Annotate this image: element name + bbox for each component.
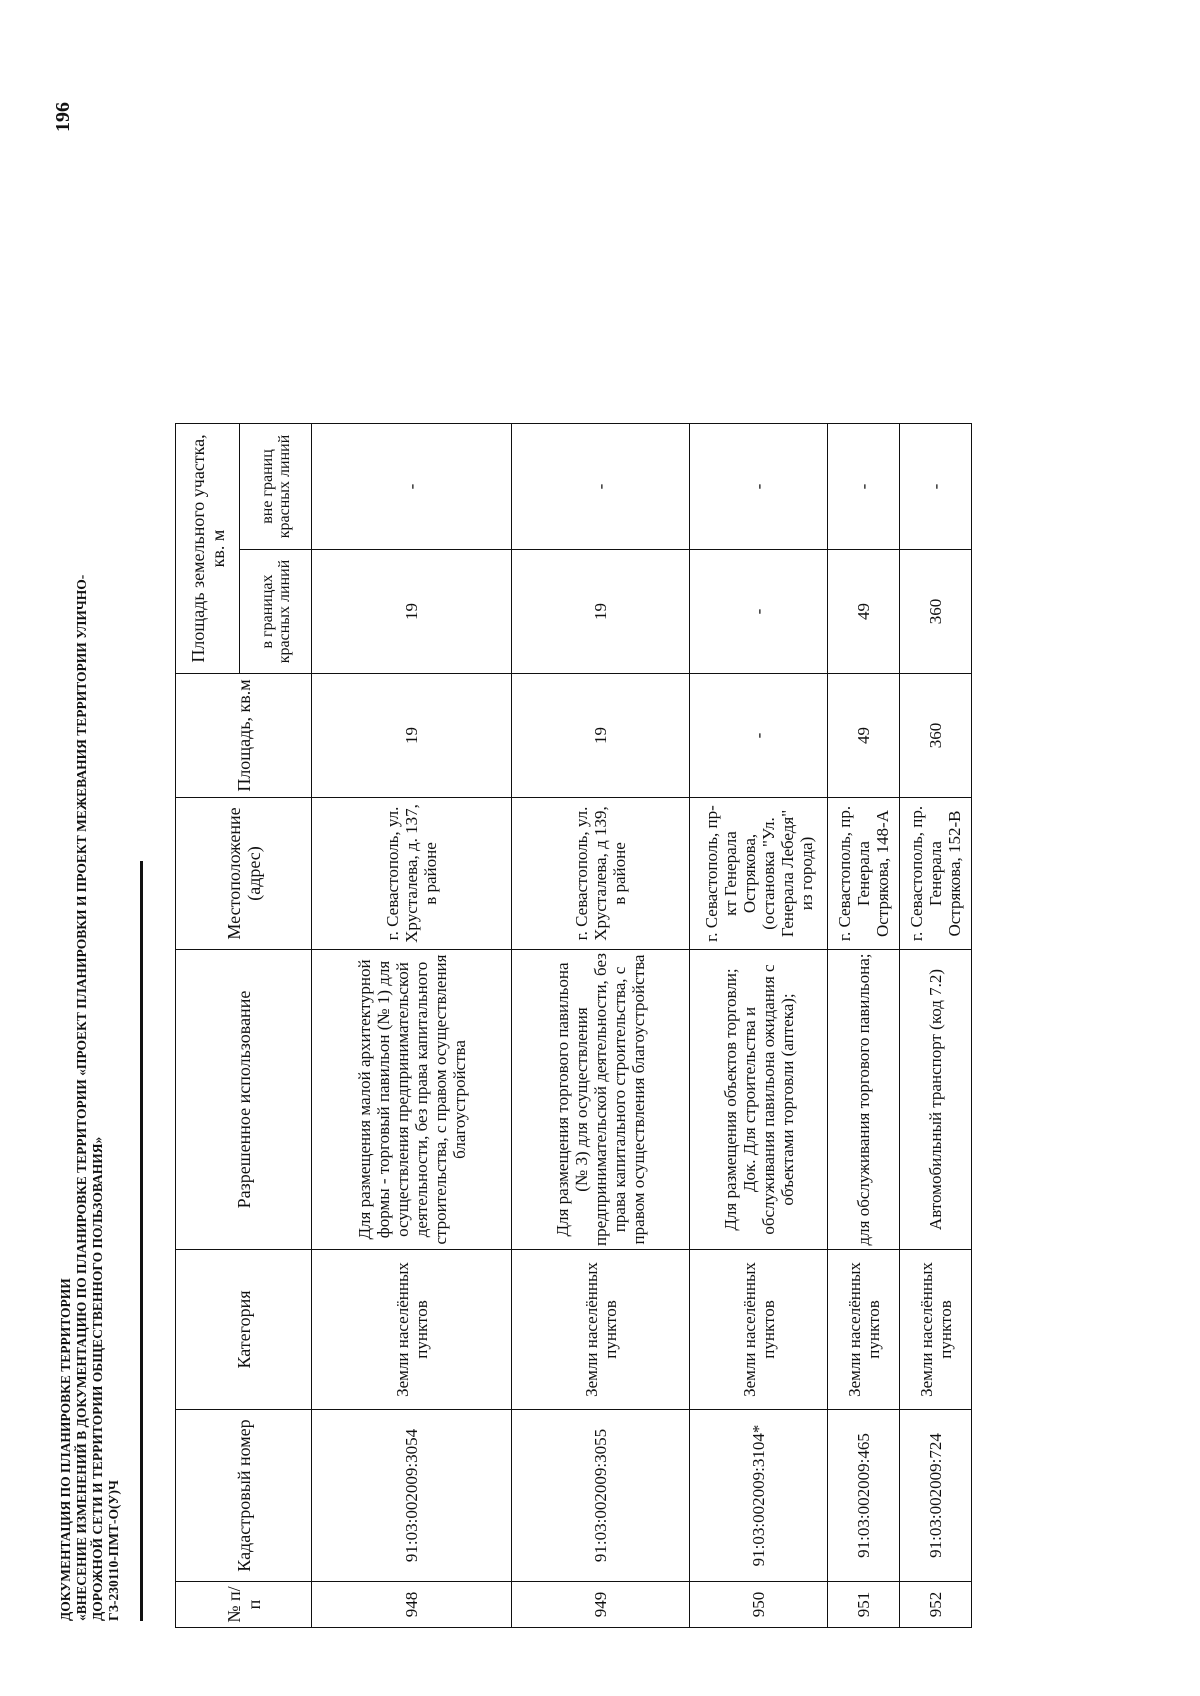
header-area: Площадь, кв.м [176,674,312,798]
table-row [690,424,828,1628]
table-row [512,424,690,1628]
cell-area: 49 [828,674,900,798]
page-number: 196 [52,102,74,132]
cell-num: 952 [900,1582,972,1628]
header-num: № п/п [176,1582,312,1628]
cell-location: г. Севастополь, ул. Хрусталева, д. 137, в районе [312,798,512,950]
table-row [312,424,512,1628]
cell-category: Земли населённых пунктов [828,1250,900,1410]
cell-cadastral: 91:03:002009:3055 [512,1410,690,1582]
cell-category: Земли населённых пунктов [900,1250,972,1410]
land-plots-table-wrapper [175,423,972,1628]
cell-usage: для обслуживания торгового павильона; [828,950,900,1250]
cell-num: 949 [512,1582,690,1628]
cell-within: 49 [828,550,900,674]
cell-area: 19 [312,674,512,798]
header-usage: Разрешенное использование [176,950,312,1250]
header-line-3: ДОРОЖНОЙ СЕТИ И ТЕРРИТОРИИ ОБЩЕСТВЕННОГО ПОЛЬЗОВАНИЯ» [90,1136,105,1621]
cell-num: 950 [690,1582,828,1628]
cell-outside: - [312,424,512,550]
cell-area: 19 [512,674,690,798]
table-row [828,424,900,1628]
cell-cadastral: 91:03:002009:724 [900,1410,972,1582]
cell-area: - [690,674,828,798]
cell-location: г. Севастополь, пр. Генерала Острякова, 148-А [828,798,900,950]
cell-outside: - [512,424,690,550]
cell-cadastral: 91:03:002009:3104* [690,1410,828,1582]
cell-within: 360 [900,550,972,674]
header-within-red-lines: в границах красных линий [240,550,312,674]
cell-usage: Для размещения объектов торговли; Док. Для строительства и обслуживания павильона ожидания с объектами торговли (аптека); [690,950,828,1250]
cell-location: г. Севастополь, пр. Генерала Острякова, 152-В [900,798,972,950]
cell-num: 951 [828,1582,900,1628]
cell-usage: Для размещения малой архитектурной формы - торговый павильон (№ 1) для осуществления предпринимательской деятельности, без права капитального строительства, с правом осуществления благоустройства [312,950,512,1250]
cell-cadastral: 91:03:002009:3054 [312,1410,512,1582]
header-line-1: ДОКУМЕНТАЦИЯ ПО ПЛАНИРОВКЕ ТЕРРИТОРИИ [58,1278,73,1621]
header-underline [140,861,143,1621]
land-plots-table [175,423,972,1628]
cell-location: г. Севастополь, ул. Хрусталева, д 139, в районе [512,798,690,950]
cell-category: Земли населённых пунктов [690,1250,828,1410]
header-line-4: ГЗ-230110-ПМТ-О(У)Ч [106,1480,121,1621]
cell-usage: Для размещения торгового павильона (№ 3) для осуществления предпринимательской деятельности, без права капитального строительства, с правом осуществления благоустройства [512,950,690,1250]
cell-cadastral: 91:03:002009:465 [828,1410,900,1582]
header-outside-red-lines: вне границ красных линий [240,424,312,550]
cell-outside: - [900,424,972,550]
header-line-2: «ВНЕСЕНИЕ ИЗМЕНЕНИЙ В ДОКУМЕНТАЦИЮ ПО ПЛАНИРОВКЕ ТЕРРИТОРИИ «ПРОЕКТ ПЛАНИРОВКИ И ПРОЕКТ МЕЖЕВАНИЯ ТЕРРИТОРИИ УЛИЧНО- [74,574,89,1621]
header-cadastral: Кадастровый номер [176,1410,312,1582]
cell-outside: - [828,424,900,550]
header-location: Местоположение (адрес) [176,798,312,950]
cell-usage: Автомобильный транспорт (код 7.2) [900,950,972,1250]
cell-outside: - [690,424,828,550]
cell-area: 360 [900,674,972,798]
header-category: Категория [176,1250,312,1410]
cell-within: - [690,550,828,674]
cell-within: 19 [312,550,512,674]
cell-location: г. Севастополь, пр-кт Генерала Острякова, (остановка "Ул. Генерала Лебедя" из города) [690,798,828,950]
document-header [58,574,122,1621]
cell-num: 948 [312,1582,512,1628]
cell-category: Земли населённых пунктов [312,1250,512,1410]
table-row [900,424,972,1628]
cell-category: Земли населённых пунктов [512,1250,690,1410]
header-plot-area: Площадь земельного участка, кв. м [176,424,240,674]
cell-within: 19 [512,550,690,674]
